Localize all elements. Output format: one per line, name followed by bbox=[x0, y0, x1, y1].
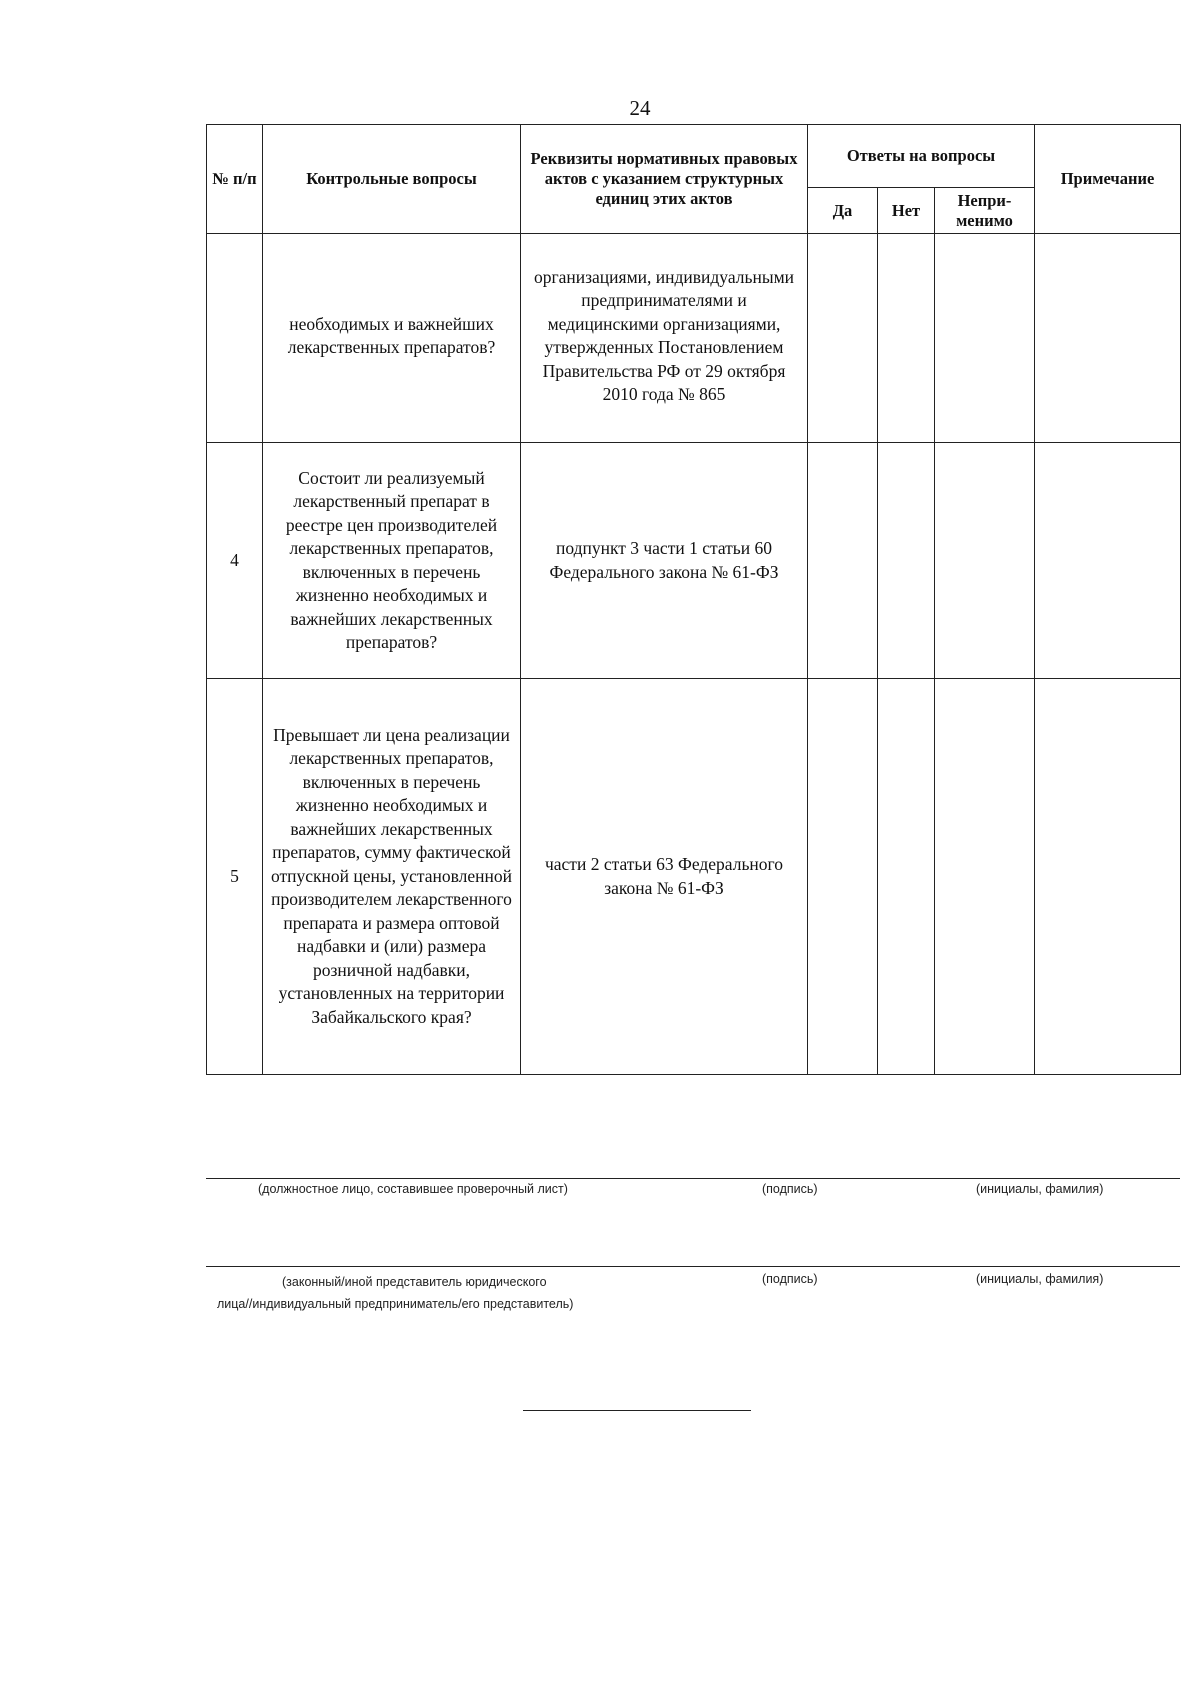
representative-signature-line[interactable] bbox=[206, 1266, 1180, 1267]
table-row bbox=[207, 679, 1181, 1075]
note-cell[interactable] bbox=[1035, 443, 1181, 679]
header-requisites: Реквизиты нормативных правовых актов с указанием структурных единиц этих актов bbox=[521, 125, 808, 234]
header-number: № п/п bbox=[207, 125, 263, 234]
row-number: 4 bbox=[207, 443, 263, 679]
header-questions: Контрольные вопросы bbox=[263, 125, 521, 234]
representative-caption-line1: (законный/иной представитель юридического bbox=[282, 1275, 547, 1289]
checklist-table bbox=[206, 124, 1181, 1075]
end-divider bbox=[523, 1410, 751, 1411]
table-row bbox=[207, 234, 1181, 443]
row-requisites: подпункт 3 части 1 статьи 60 Федерального закона № 61-ФЗ bbox=[549, 538, 779, 582]
header-no: Нет bbox=[878, 188, 935, 234]
row-question: необходимых и важнейших лекарственных препаратов? bbox=[287, 313, 496, 357]
note-cell[interactable] bbox=[1035, 234, 1181, 443]
answer-yes-cell[interactable] bbox=[808, 679, 878, 1075]
representative-caption-line2: лица//индивидуальный предприниматель/его представитель) bbox=[217, 1297, 574, 1311]
page-number: 24 bbox=[629, 96, 651, 120]
answer-no-cell[interactable] bbox=[878, 234, 935, 443]
answer-no-cell[interactable] bbox=[878, 443, 935, 679]
header-yes: Да bbox=[808, 188, 878, 234]
header-answers: Ответы на вопросы bbox=[808, 125, 1035, 188]
answer-yes-cell[interactable] bbox=[808, 443, 878, 679]
header-not-applicable: Непри-менимо bbox=[935, 188, 1035, 234]
official-caption: (должностное лицо, составившее проверочный лист) bbox=[258, 1182, 568, 1196]
initials-caption: (инициалы, фамилия) bbox=[976, 1272, 1104, 1286]
official-signature-line[interactable] bbox=[206, 1178, 1180, 1179]
answer-na-cell[interactable] bbox=[935, 679, 1035, 1075]
row-requisites: организациями, индивидуальными предпринимателями и медицинскими организациями, утвержденных Постановлением Правительства РФ от 29 октября 2010 года № 865 bbox=[533, 266, 795, 404]
row-question: Превышает ли цена реализации лекарственных препаратов, включенных в перечень жизненно необходимых и важнейших лекарственных препаратов, сумму фактической отпускной цены, установленной производителем лекарственного препарата и размера оптовой надбавки и (или) размера розничной надбавки, установленных на территории Забайкальского края? bbox=[270, 724, 513, 1027]
answer-na-cell[interactable] bbox=[935, 234, 1035, 443]
note-cell[interactable] bbox=[1035, 679, 1181, 1075]
row-question: Состоит ли реализуемый лекарственный препарат в реестре цен производителей лекарственных препаратов, включенных в перечень жизненно необходимых и важнейших лекарственных препаратов? bbox=[285, 467, 498, 652]
row-number bbox=[207, 234, 263, 443]
signature-caption: (подпись) bbox=[762, 1272, 818, 1286]
answer-na-cell[interactable] bbox=[935, 443, 1035, 679]
signature-caption: (подпись) bbox=[762, 1182, 818, 1196]
row-number: 5 bbox=[207, 679, 263, 1075]
answer-no-cell[interactable] bbox=[878, 679, 935, 1075]
row-requisites: части 2 статьи 63 Федерального закона № 61-ФЗ bbox=[544, 854, 784, 898]
table-row bbox=[207, 443, 1181, 679]
initials-caption: (инициалы, фамилия) bbox=[976, 1182, 1104, 1196]
answer-yes-cell[interactable] bbox=[808, 234, 878, 443]
header-note: Примечание bbox=[1035, 125, 1181, 234]
